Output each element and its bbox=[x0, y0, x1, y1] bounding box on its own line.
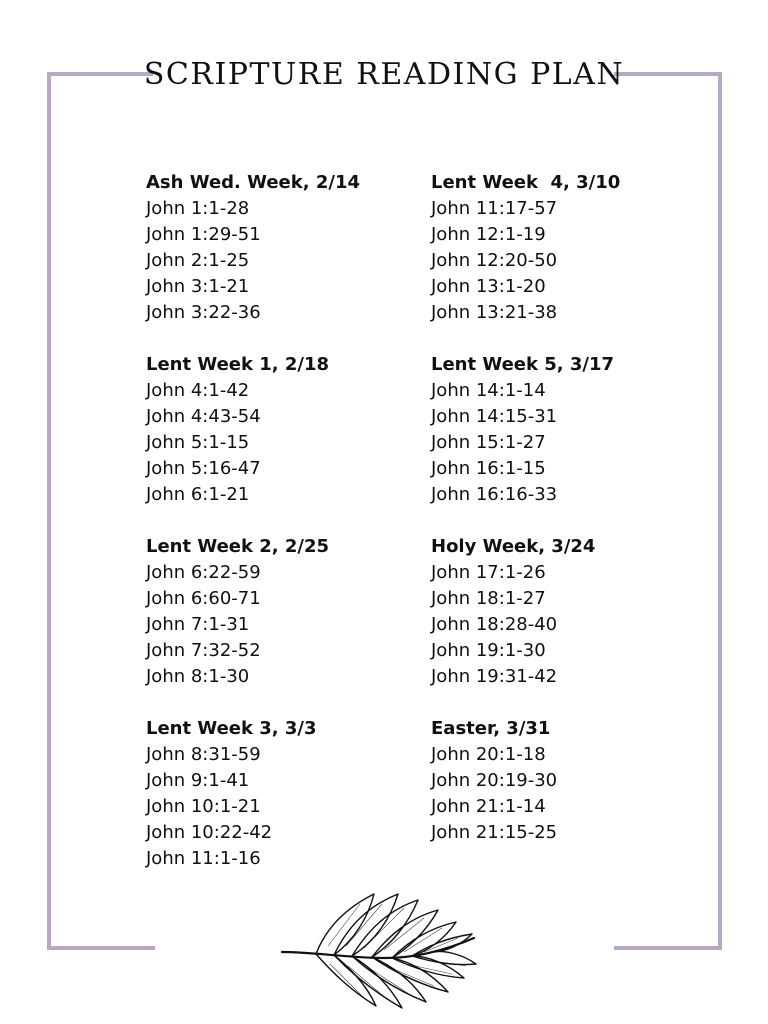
frame-bottom-right bbox=[614, 946, 722, 950]
reading-item: John 20:1-18 bbox=[431, 744, 546, 765]
reading-item: John 4:43-54 bbox=[146, 406, 261, 427]
week-heading: Holy Week, 3/24 bbox=[431, 536, 596, 557]
reading-item: John 21:1-14 bbox=[431, 796, 546, 817]
reading-item: John 12:20-50 bbox=[431, 250, 558, 271]
right-column bbox=[431, 170, 620, 872]
week-heading: Easter, 3/31 bbox=[431, 718, 551, 739]
week-block bbox=[431, 170, 620, 326]
reading-item: John 3:22-36 bbox=[146, 302, 261, 323]
palm-leaf-icon bbox=[276, 888, 486, 1018]
week-heading: Lent Week 2, 2/25 bbox=[146, 536, 330, 557]
reading-item: John 18:1-27 bbox=[431, 588, 546, 609]
reading-item: John 13:21-38 bbox=[431, 302, 558, 323]
reading-item: John 5:1-15 bbox=[146, 432, 250, 453]
reading-item: John 16:1-15 bbox=[431, 458, 546, 479]
reading-item: John 9:1-41 bbox=[146, 770, 250, 791]
reading-item: John 11:1-16 bbox=[146, 848, 261, 869]
reading-item: John 15:1-27 bbox=[431, 432, 546, 453]
reading-item: John 7:1-31 bbox=[146, 614, 250, 635]
frame-left bbox=[47, 72, 51, 950]
reading-item: John 21:15-25 bbox=[431, 822, 558, 843]
reading-item: John 1:1-28 bbox=[146, 198, 250, 219]
week-block bbox=[146, 170, 360, 326]
week-heading: Lent Week 3, 3/3 bbox=[146, 718, 317, 739]
reading-item: John 17:1-26 bbox=[431, 562, 546, 583]
page-title: SCRIPTURE READING PLAN bbox=[143, 57, 625, 92]
reading-item: John 14:1-14 bbox=[431, 380, 546, 401]
frame-bottom-left bbox=[47, 946, 155, 950]
reading-item: John 2:1-25 bbox=[146, 250, 250, 271]
reading-item: John 3:1-21 bbox=[146, 276, 250, 297]
reading-item: John 14:15-31 bbox=[431, 406, 558, 427]
reading-item: John 6:1-21 bbox=[146, 484, 250, 505]
reading-item: John 13:1-20 bbox=[431, 276, 546, 297]
reading-item: John 18:28-40 bbox=[431, 614, 558, 635]
reading-item: John 12:1-19 bbox=[431, 224, 546, 245]
week-block bbox=[146, 352, 360, 508]
reading-item: John 19:1-30 bbox=[431, 640, 546, 661]
week-block bbox=[146, 534, 360, 690]
week-block bbox=[431, 352, 620, 508]
week-heading: Lent Week 1, 2/18 bbox=[146, 354, 330, 375]
week-block bbox=[431, 716, 620, 846]
week-block bbox=[431, 534, 620, 690]
left-column bbox=[146, 170, 360, 898]
reading-item: John 20:19-30 bbox=[431, 770, 558, 791]
reading-item: John 6:60-71 bbox=[146, 588, 261, 609]
reading-item: John 8:1-30 bbox=[146, 666, 250, 687]
reading-item: John 1:29-51 bbox=[146, 224, 261, 245]
week-heading: Ash Wed. Week, 2/14 bbox=[146, 172, 360, 193]
frame-right bbox=[718, 72, 722, 950]
reading-item: John 11:17-57 bbox=[431, 198, 558, 219]
reading-item: John 6:22-59 bbox=[146, 562, 261, 583]
reading-item: John 19:31-42 bbox=[431, 666, 558, 687]
reading-item: John 5:16-47 bbox=[146, 458, 261, 479]
week-heading: Lent Week 4, 3/10 bbox=[431, 172, 621, 193]
reading-item: John 16:16-33 bbox=[431, 484, 558, 505]
reading-item: John 10:22-42 bbox=[146, 822, 273, 843]
week-heading: Lent Week 5, 3/17 bbox=[431, 354, 615, 375]
reading-item: John 7:32-52 bbox=[146, 640, 261, 661]
week-block bbox=[146, 716, 360, 872]
reading-item: John 8:31-59 bbox=[146, 744, 261, 765]
reading-item: John 4:1-42 bbox=[146, 380, 250, 401]
reading-item: John 10:1-21 bbox=[146, 796, 261, 817]
